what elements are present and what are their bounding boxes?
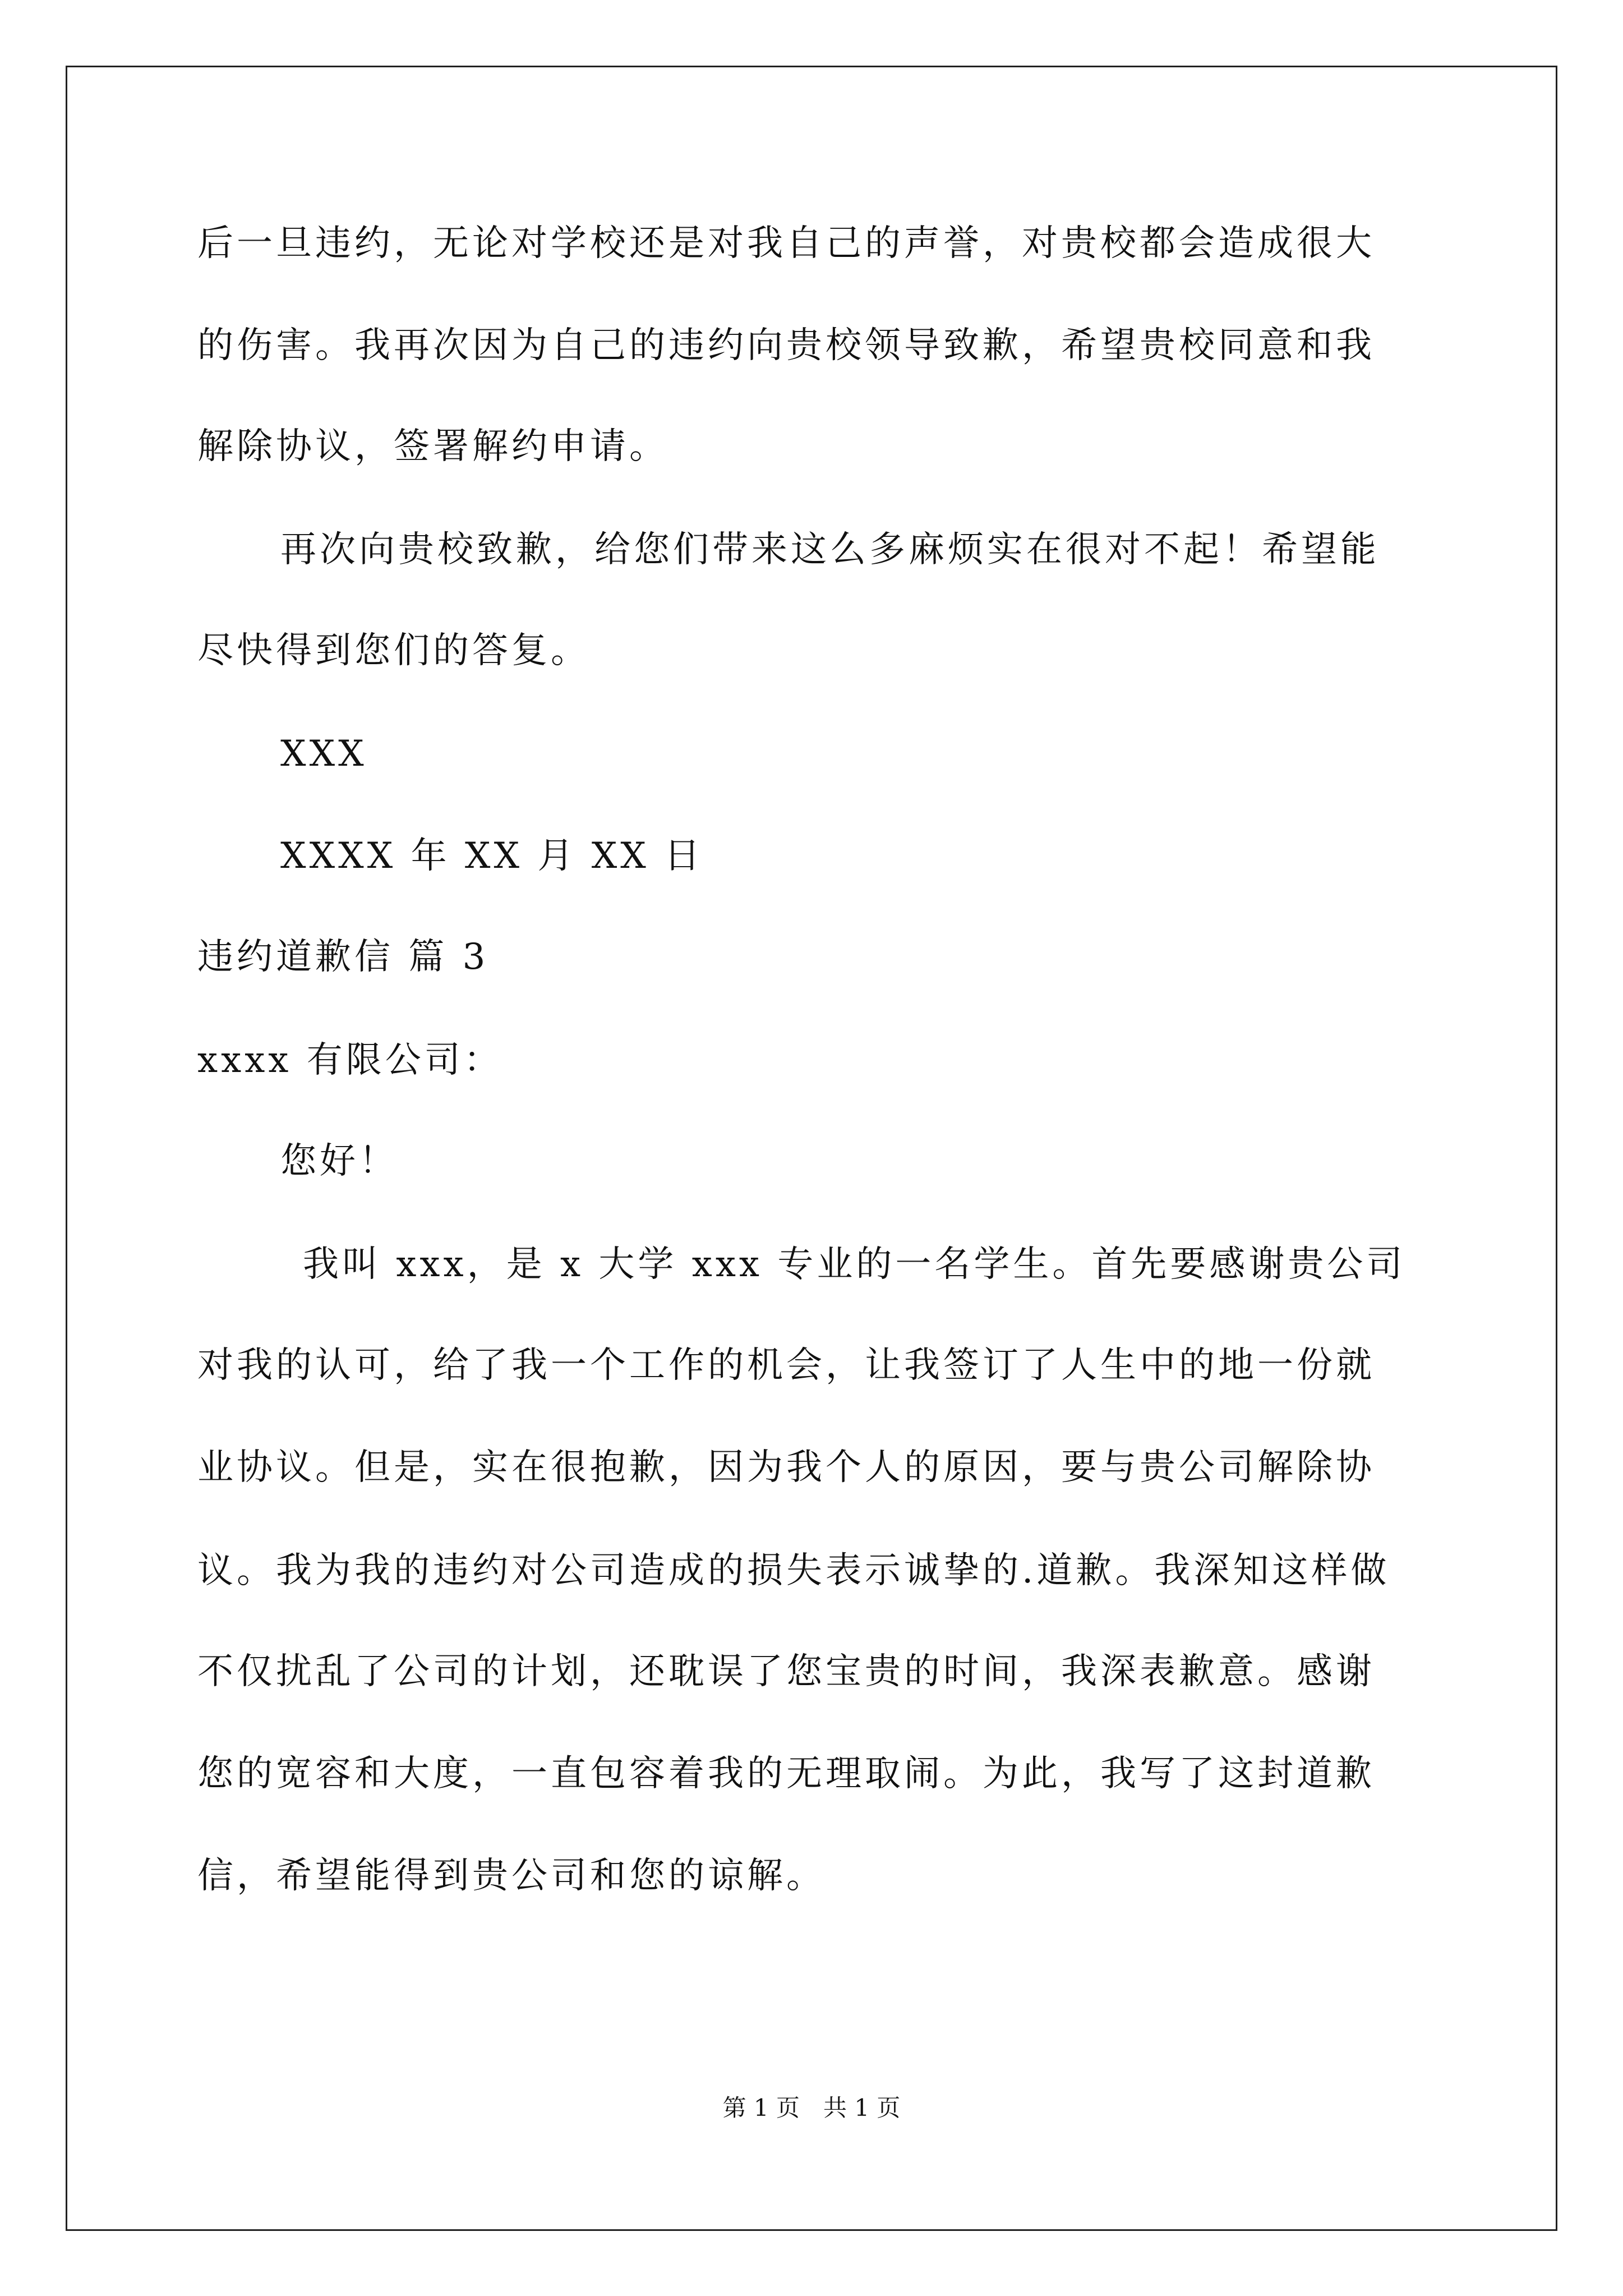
body-line: 业协议。但是，实在很抱歉，因为我个人的原因，要与贵公司解除协 <box>197 1447 1375 1488</box>
body-line: 议。我为我的违约对公司造成的损失表示诚挚的.道歉。我深知这样做 <box>197 1550 1390 1591</box>
greeting: 您好！ <box>280 1140 398 1182</box>
body-line: 信，希望能得到贵公司和您的谅解。 <box>197 1855 826 1897</box>
body-line: 后一旦违约，无论对学校还是对我自己的声誉，对贵校都会造成很大 <box>197 223 1375 264</box>
body-line: 我叫 xxx，是 x 大学 xxx 专业的一名学生。首先要感谢贵公司 <box>303 1244 1406 1285</box>
signature-name: XXX <box>280 733 367 775</box>
body-line: 不仅扰乱了公司的计划，还耽误了您宝贵的时间，我深表歉意。感谢 <box>197 1651 1375 1692</box>
body-line: 对我的认可，给了我一个工作的机会，让我签订了人生中的地一份就 <box>197 1345 1375 1386</box>
body-line: 尽快得到您们的答复。 <box>197 630 590 671</box>
body-line: 的伤害。我再次因为自己的违约向贵校领导致歉，希望贵校同意和我 <box>197 325 1375 366</box>
page-footer: 第 1 页 共 1 页 <box>722 2094 901 2122</box>
body-line: 再次向贵校致歉，给您们带来这么多麻烦实在很对不起！希望能 <box>280 529 1380 570</box>
body-line: 您的宽容和大度，一直包容着我的无理取闹。为此，我写了这封道歉 <box>197 1753 1375 1795</box>
section-heading: 违约道歉信 篇 3 <box>197 936 489 978</box>
signature-date: XXXX 年 XX 月 XX 日 <box>280 835 704 877</box>
salutation: xxxx 有限公司： <box>197 1039 503 1081</box>
body-line: 解除协议，签署解约申请。 <box>197 426 668 467</box>
